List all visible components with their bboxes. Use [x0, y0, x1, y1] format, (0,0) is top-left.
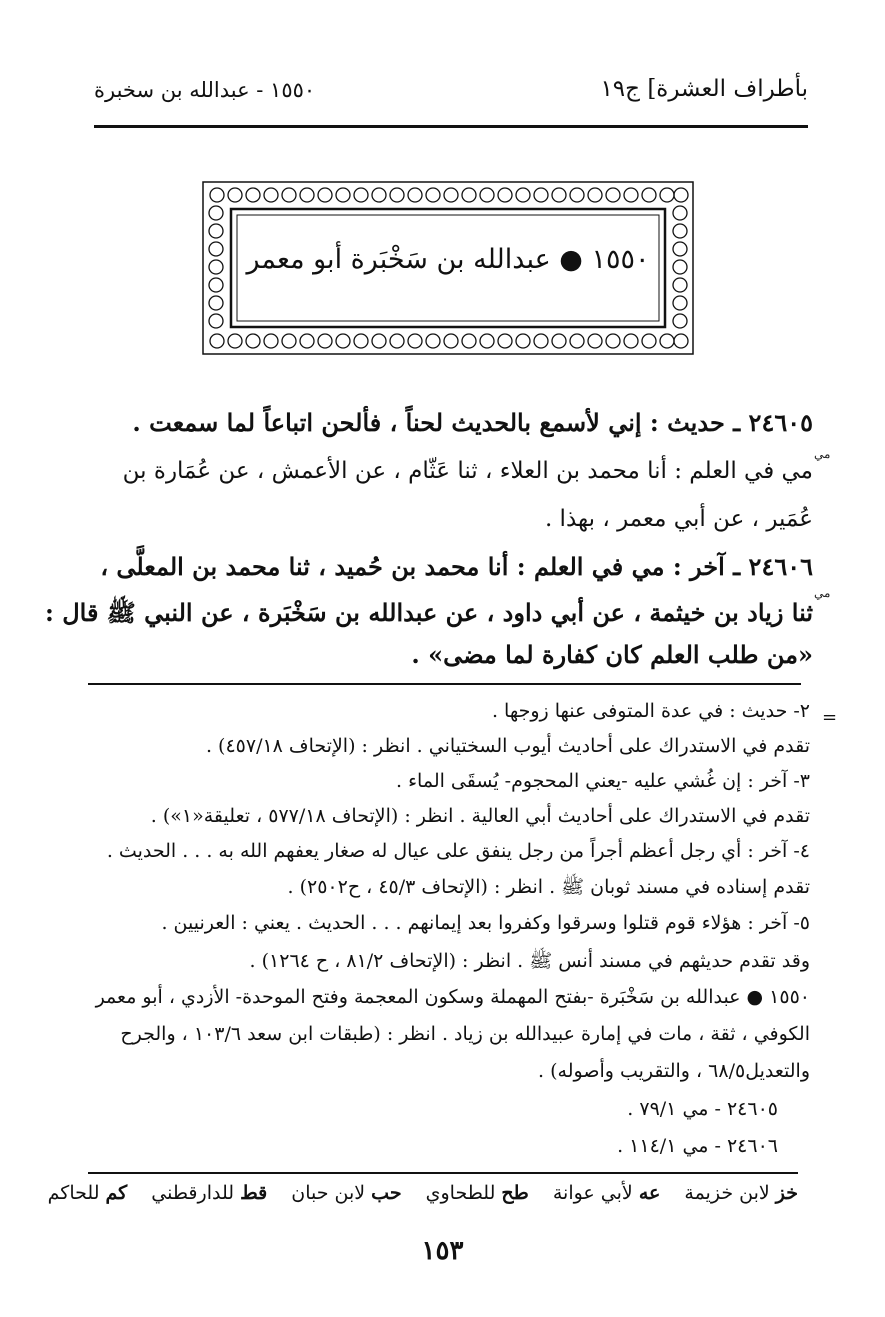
abbreviation-entry: [553, 1182, 660, 1204]
abbreviation-name: للطحاوي: [425, 1182, 496, 1204]
footnote-line: ٢- حديث : في عدة المتوفى عنها زوجها .: [491, 700, 810, 722]
footnote-line: ٣- آخر : إن غُشي عليه -يعني المحجوم- يُسقَى الماء .: [396, 770, 810, 792]
continuation-mark: =: [822, 707, 838, 728]
section-title: ١٥٥٠ - عبدالله بن سخبرة: [94, 78, 316, 102]
abbreviation-entry: [151, 1182, 267, 1204]
ornamental-title-frame: [201, 180, 695, 356]
footnote-line: والتعديل٦٨/٥ ، والتقريب وأصوله) .: [538, 1060, 810, 1082]
footnote-line: وقد تقدم حديثهم في مسند أنس ﷺ . انظر : (الإتحاف ٨١/٢ ، ح ١٢٦٤) .: [249, 950, 810, 972]
abbreviation-code: طح: [501, 1182, 529, 1204]
hadith-24606-heading: ٢٤٦٠٦ ـ آخر : مي في العلم : أنا محمد بن حُميد ، ثنا محمد بن المعلَّى ،: [100, 552, 813, 581]
abbreviation-code: كم: [105, 1182, 128, 1204]
page-number: ١٥٣: [421, 1236, 464, 1266]
hadith-24606-text: «من طلب العلم كان كفارة لما مضى» .: [411, 640, 813, 669]
footnote-line: ٤- آخر : أي رجل أعظم أجراً من رجل ينفق على عيال له صغار يعفهم الله به . . . الحديث .: [106, 840, 810, 862]
footnote-line: تقدم في الاستدراك على أحاديث أيوب السختياني . انظر : (الإتحاف ٤٥٧/١٨) .: [205, 735, 810, 757]
footnote-line: تقدم إسناده في مسند ثوبان ﷺ . انظر : (الإتحاف ٤٥/٣ ، ح٢٥٠٢) .: [287, 876, 810, 898]
abbreviation-name: لابن حبان: [291, 1182, 366, 1204]
footnote-line: تقدم في الاستدراك على أحاديث أبي العالية . انظر : (الإتحاف ٥٧٧/١٨ ، تعليقة«١») .: [150, 805, 810, 827]
abbreviation-entry: [426, 1182, 529, 1204]
hadith-24605-chain: مي في العلم : أنا محمد بن العلاء ، ثنا عَثّام ، عن الأعمش ، عن عُمَارة بن: [122, 458, 813, 484]
biography-heading: ١٥٥٠ ● عبدالله بن سَخْبَرة أبو معمر: [246, 244, 650, 275]
abbreviations-key: [47, 1182, 798, 1204]
footnote-line: ٢٤٦٠٦ - مي ١١٤/١ .: [617, 1135, 778, 1157]
footnote-line: ١٥٥٠ ● عبدالله بن سَخْبَرة -بفتح المهملة وسكون المعجمة وفتح الموحدة- الأزدي ، أبو معمر: [95, 986, 810, 1008]
hadith-24605-heading: ٢٤٦٠٥ ـ حديث : إني لأسمع بالحديث لحناً ، فألحن اتباعاً لما سمعت .: [132, 408, 813, 437]
abbreviation-entry: [48, 1182, 128, 1204]
footnote-line: الكوفي ، ثقة ، مات في إمارة عبيدالله بن زياد . انظر : (طبقات ابن سعد ١٠٣/٦ ، والجرح: [120, 1023, 810, 1045]
abbreviation-name: للحاكم: [47, 1182, 100, 1204]
hadith-24605-chain-end: عُمَير ، عن أبي معمر ، بهذا .: [544, 506, 813, 532]
abbreviation-name: لأبي عوانة: [552, 1182, 633, 1204]
footnote-line: ٢٤٦٠٥ - مي ٧٩/١ .: [627, 1098, 778, 1120]
footnote-line: ٥- آخر : هؤلاء قوم قتلوا وسرقوا وكفروا بعد إيمانهم . . . الحديث . يعني : العرنيين .: [161, 912, 810, 934]
abbreviation-code: عه: [638, 1182, 661, 1204]
abbreviation-code: حب: [371, 1182, 402, 1204]
abbreviation-entry: [291, 1182, 401, 1204]
footnote-divider: [88, 683, 801, 685]
abbreviation-name: لابن خزيمة: [684, 1182, 770, 1204]
book-title: بأطراف العشرة] ج١٩: [600, 76, 808, 102]
hadith-24606-chain: ثنا زياد بن خيثمة ، عن أبي داود ، عن عبدالله بن سَخْبَرة ، عن النبي ﷺ قال :: [44, 598, 813, 627]
abbreviation-code: قط: [240, 1182, 268, 1204]
running-header: [94, 76, 808, 116]
source-mark-2: مي: [814, 586, 831, 600]
abbreviation-name: للدارقطني: [151, 1182, 235, 1204]
abbreviations-divider: [88, 1172, 798, 1174]
header-divider: [94, 125, 808, 128]
source-mark-1: مي: [814, 447, 831, 461]
abbreviation-entry: [684, 1182, 798, 1204]
abbreviation-code: خز: [775, 1182, 798, 1204]
